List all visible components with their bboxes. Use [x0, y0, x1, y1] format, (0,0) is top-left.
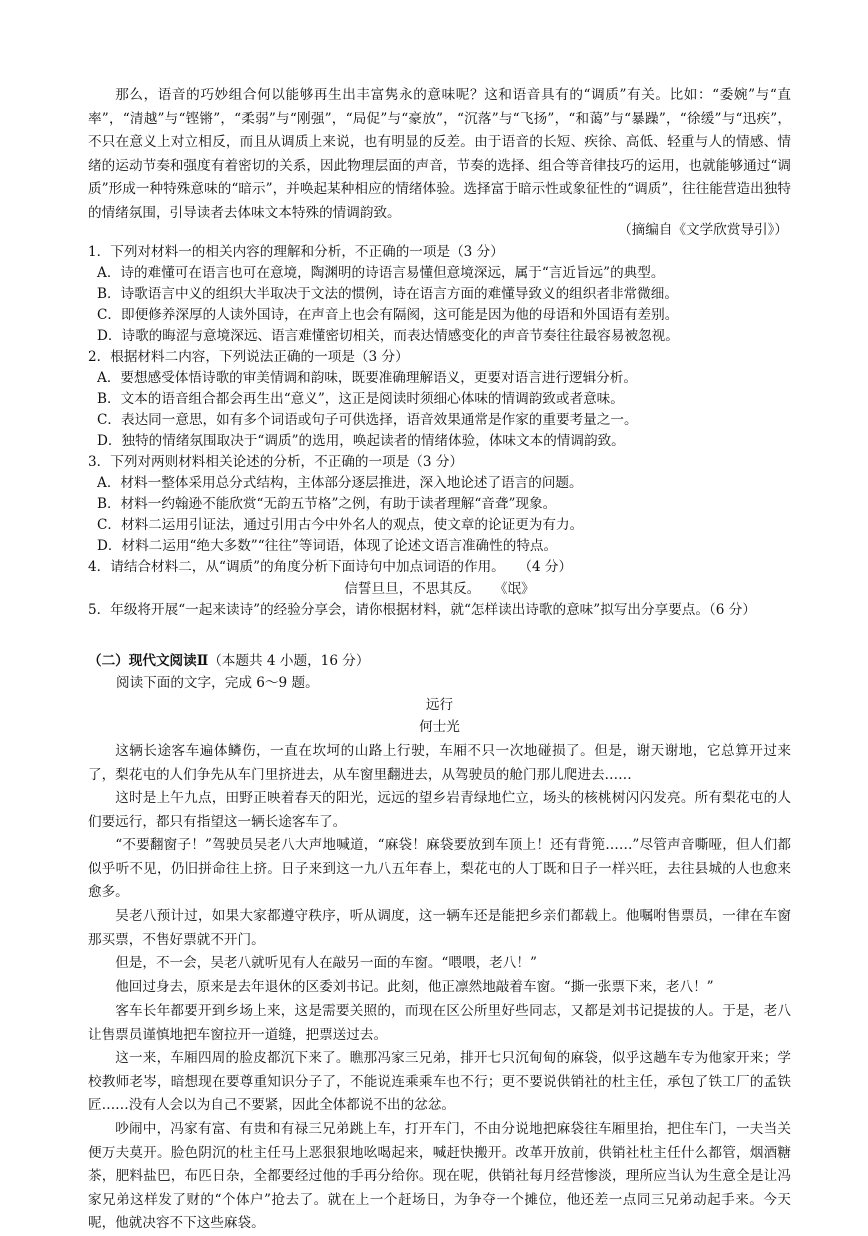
question-5-stem: 5．年级将开展“一起来读诗”的经验分享会，请你根据材料，就“怎样读出诗歌的意味”拟写出分享要点。（6 分）: [88, 602, 756, 618]
question-4-quote: 信誓旦旦，不思其反。 《氓》: [344, 581, 535, 597]
section-heading: [88, 650, 791, 672]
material2-paragraph: 那么，语音的巧妙组合何以能够再生出丰富隽永的意味呢？这和语音具有的“调质”有关。比如：“委婉”与“直率”，“清越”与“铿锵”，“柔弱”与“刚强”，“局促”与“豪放”，“沉落”与“飞扬”，“和蔼”与“暴躁”，“徐缓”与“迅疾”，不只在意义上对立相反，而且从调质上来说，也有明显的反差。由于语音的长短、疾徐、高低、轻重与人的情感、情绪的运动节奏和强度有着密切的关系，因此物理层面的声音，节奏的选择、组合等音律技巧的运用，也就能够通过“调质”形成一种特殊意味的“暗示”，并唤起某种相应的情绪体验。选择富于暗示性或象征性的“调质”，往往能营造出独特的情绪氛围，引导读者去体味文本特殊的情调韵致。: [88, 87, 791, 221]
section-instruction: 阅读下面的文字，完成 6～9 题。: [116, 675, 319, 691]
question-1-option-a: A．诗的难懂可在语言也可在意境，陶渊明的诗语言易懂但意境深远，属于“言近旨远”的典型。: [97, 265, 665, 281]
question-2-option-d: D．独特的情绪氛围取决于“调质”的选用，唤起读者的情绪体验，体味文本的情调韵致。: [97, 433, 625, 449]
question-3-stem: 3．下列对两则材料相关论述的分析，不正确的一项是（3 分）: [88, 454, 464, 470]
story-paragraph: 这一来，车厢四周的脸皮都沉下来了。瞧那冯家三兄弟，排开七只沉甸甸的麻袋，似乎这趟车专为他家开来；学校教师老岑，暗想现在要尊重知识分子了，不能说连乘乘车也不行；更不要说供销社的杜主任，承包了铁工厂的孟铁匠……没有人会以为自己不要紧，因此全体都说不出的忿忿。: [88, 1050, 791, 1113]
question-3-option-b: B．材料一约翰逊不能欣赏“无韵五节格”之例，有助于读者理解“音聋”现象。: [97, 496, 557, 512]
story-paragraph: 这时是上午九点，田野正映着春天的阳光，远远的望乡岩青绿地伫立，场头的核桃树闪闪发亮。所有梨花屯的人们要远行，都只有指望这一辆长途客车了。: [88, 790, 791, 830]
story-author: 何士光: [419, 719, 460, 735]
story-title: 远行: [425, 697, 454, 713]
material2-source: （摘编自《文学欣赏导引》）: [618, 222, 788, 238]
question-3-option-a: A．材料一整体采用总分式结构，主体部分逐层推进，深入地论述了语言的问题。: [97, 475, 583, 491]
question-2-stem: 2．根据材料二内容，下列说法正确的一项是（3 分）: [88, 349, 409, 365]
question-1-option-c: C．即便修养深厚的人读外国诗，在声音上也会有隔阂，这可能是因为他的母语和外国语有差别。: [97, 307, 679, 323]
section-heading-bold: （二）现代文阅读Ⅱ: [88, 653, 209, 669]
story-paragraph: 吵闹中，冯家有富、有贵和有禄三兄弟跳上车，打开车门，不由分说地把麻袋往车厢里抬，把住车门，一夫当关便万夫莫开。脸色阴沉的杜主任马上恶狠狠地吆喝起来，喊赶快搬开。改革开放前，供销社杜主任什么都管，烟酒糖茶，肥料盐巴，布匹日杂，全都要经过他的手再分给你。现在呢，供销社每月经营惨淡，理所应当认为生意全是让冯家兄弟这样发了财的“个体户”抢去了。就在上一个赶场日，为争夺一个摊位，他还差一点同三兄弟动起手来。今天呢，他就决容不下这些麻袋。: [88, 1121, 791, 1231]
question-1-option-b: B．诗歌语言中义的组织大半取决于文法的惯例，诗在语言方面的难懂导致义的组织者非常微细。: [97, 286, 678, 302]
story-paragraph: “不要翻窗子！”驾驶员吴老八大声地喊道，“麻袋！麻袋要放到车顶上！还有背篼……”尽管声音嘶哑，但人们都似乎听不见，仍旧拼命往上挤。日子来到这一九八五年春上，梨花屯的人丁既和日子一样兴旺，去往县城的人也愈来愈多。: [88, 837, 791, 900]
question-4-stem: 4．请结合材料二，从“调质”的角度分析下面诗句中加点词语的作用。 （4 分）: [88, 559, 573, 575]
question-2-option-a: A．要想感受体悟诗歌的审美情调和韵味，既要准确理解语义，更要对语言进行逻辑分析。: [97, 370, 637, 386]
question-1-stem: 1．下列对材料一的相关内容的理解和分析，不正确的一项是（3 分）: [88, 244, 504, 260]
question-1-option-d: D．诗歌的晦涩与意境深远、语言难懂密切相关，而表达情感变化的声音节奏往往最容易被忽视。: [97, 328, 679, 344]
section-heading-rest: （本题共 4 小题，16 分）: [208, 653, 370, 669]
question-2-option-b: B．文本的语音组合都会再生出“意义”，这正是阅读时须细心体味的情调韵致或者意味。: [97, 391, 624, 407]
story-paragraph: 但是，不一会，吴老八就听见有人在敲另一面的车窗。“喂喂，老八！”: [115, 955, 537, 971]
question-3-option-c: C．材料二运用引证法，通过引用古今中外名人的观点，使文章的论证更为有力。: [97, 517, 584, 533]
story-paragraph: 吴老八预计过，如果大家都遵守秩序，听从调度，这一辆车还是能把乡亲们都载上。他嘱咐售票员，一律在车窗那买票，不售好票就不开门。: [88, 908, 791, 948]
story-paragraph: 这辆长途客车遍体鳞伤，一直在坎坷的山路上行驶，车厢不只一次地碰损了。但是，谢天谢地，它总算开过来了，梨花屯的人们争先从车门里挤进去，从车窗里翻进去，从驾驶员的舱门那儿爬进去……: [88, 743, 791, 783]
question-2-option-c: C．表达同一意思，如有多个词语或句子可供选择，语音效果通常是作家的重要考量之一。: [97, 412, 638, 428]
question-3-option-d: D．材料二运用“绝大多数”“往往”等词语，体现了论述文语言准确性的特点。: [97, 538, 558, 554]
story-paragraph: 他回过身去，原来是去年退休的区委刘书记。此刻，他正凛然地敲着车窗。“撕一张票下来，老八！”: [115, 979, 714, 995]
story-paragraph: 客车长年都要开到乡场上来，这是需要关照的，而现在区公所里好些同志，又都是刘书记提拔的人。于是，老八让售票员谨慎地把车窗拉开一道缝，把票送过去。: [88, 1003, 791, 1043]
